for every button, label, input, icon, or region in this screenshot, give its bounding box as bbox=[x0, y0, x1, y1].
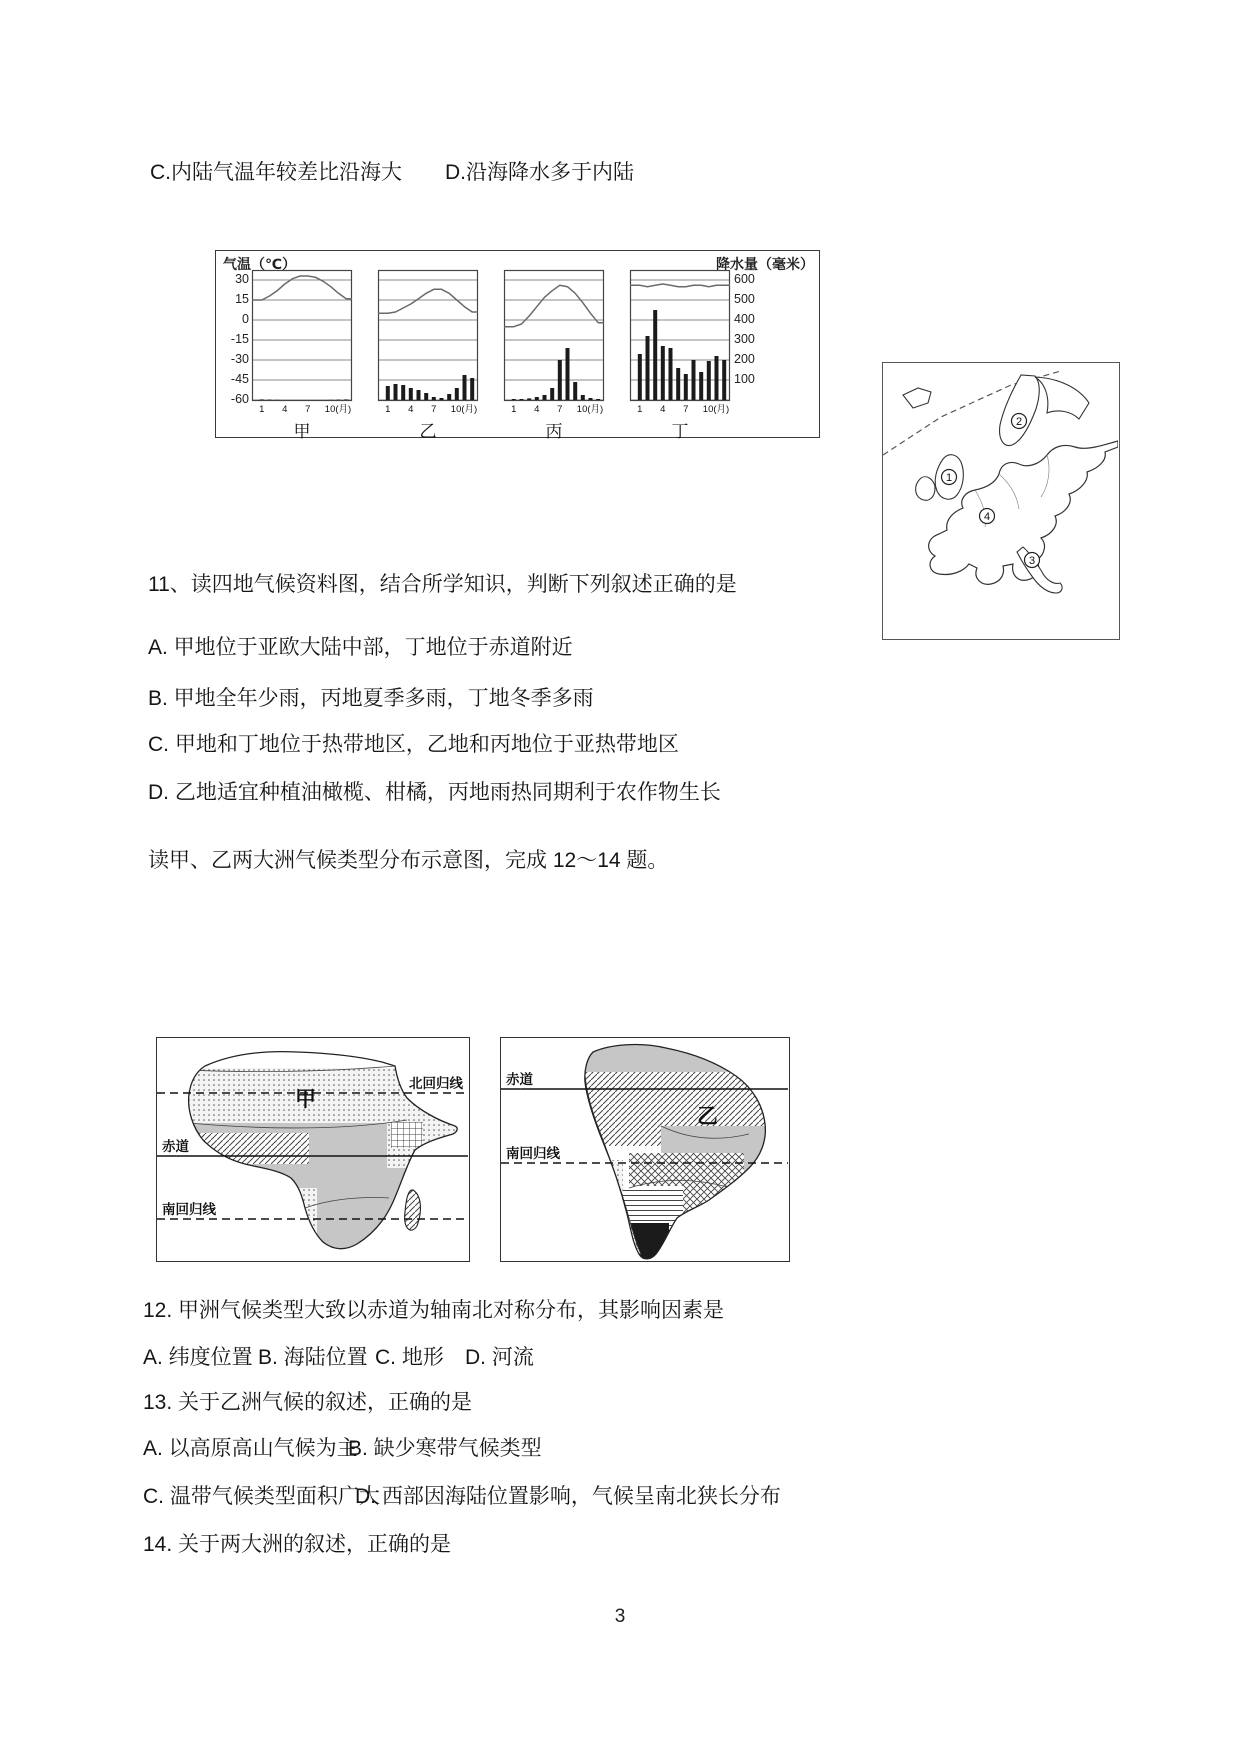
svg-text:4: 4 bbox=[983, 511, 991, 523]
svg-text:10(月): 10(月) bbox=[702, 404, 730, 415]
svg-text:7: 7 bbox=[683, 404, 689, 415]
q11-option-b: B. 甲地全年少雨，丙地夏季多雨，丁地冬季多雨 bbox=[148, 687, 594, 710]
south-america-climate-map bbox=[500, 1037, 790, 1262]
precip-tick: 300 bbox=[734, 332, 755, 346]
q13-option-b: B. 缺少寒带气候类型 bbox=[348, 1437, 542, 1460]
svg-text:7: 7 bbox=[305, 404, 311, 415]
precip-tick: 100 bbox=[734, 372, 755, 386]
climate-panel-svg bbox=[378, 265, 478, 415]
temp-tick: 30 bbox=[235, 272, 249, 286]
precip-tick: 600 bbox=[734, 272, 755, 286]
climate-panel-yi bbox=[378, 265, 478, 442]
scandinavia-outline bbox=[1000, 375, 1040, 446]
q10-option-d: D.沿海降水多于内陆 bbox=[445, 161, 634, 184]
samerica-equator-label: 赤道 bbox=[506, 1072, 533, 1087]
temp-tick: -30 bbox=[230, 352, 249, 366]
svg-text:10(月): 10(月) bbox=[324, 404, 352, 415]
svg-text:4: 4 bbox=[534, 404, 540, 415]
site-marker-1 bbox=[942, 470, 957, 485]
africa-tropic-capricorn-label: 南回归线 bbox=[162, 1202, 216, 1217]
iceland-outline bbox=[903, 388, 931, 408]
madagascar-outline bbox=[405, 1190, 421, 1230]
q11-option-c: C. 甲地和丁地位于热带地区，乙地和丙地位于亚热带地区 bbox=[148, 733, 679, 756]
samerica-tropic-capricorn-label: 南回归线 bbox=[506, 1146, 560, 1161]
q13-option-c: C. 温带气候类型面积广大 bbox=[143, 1485, 380, 1508]
temp-tick: -60 bbox=[230, 392, 249, 406]
climate-figure bbox=[215, 250, 820, 441]
precip-axis-label: 降水量（毫米） bbox=[716, 256, 814, 272]
site-marker-4 bbox=[980, 509, 995, 524]
site-marker-3 bbox=[1025, 553, 1040, 568]
climate-panel-svg bbox=[504, 265, 604, 415]
africa-tropic-cancer-label: 北回归线 bbox=[409, 1076, 463, 1091]
climate-panel-jia bbox=[252, 265, 352, 442]
svg-text:10(月): 10(月) bbox=[576, 404, 604, 415]
samerica-label-yi: 乙 bbox=[697, 1105, 718, 1128]
precip-axis-ticks bbox=[734, 251, 776, 439]
climate-panel-chart-ding bbox=[630, 265, 730, 415]
svg-text:2: 2 bbox=[1015, 416, 1023, 428]
svg-text:3: 3 bbox=[1028, 555, 1036, 567]
panel-name-bing: 丙 bbox=[545, 422, 563, 441]
svg-text:1: 1 bbox=[637, 404, 643, 415]
temp-tick: -15 bbox=[230, 332, 249, 346]
temp-tick: 15 bbox=[235, 292, 249, 306]
svg-text:1: 1 bbox=[945, 472, 953, 484]
q13-title: 13. 关于乙洲气候的叙述，正确的是 bbox=[143, 1391, 473, 1414]
climate-panel-ding bbox=[630, 265, 730, 442]
europe-map bbox=[882, 362, 1120, 640]
panel-name-ding: 丁 bbox=[671, 422, 689, 441]
temp-tick: 0 bbox=[242, 312, 249, 326]
q12-option-d: D. 河流 bbox=[465, 1346, 534, 1369]
climate-panel-svg bbox=[252, 265, 352, 415]
svg-text:4: 4 bbox=[660, 404, 666, 415]
climate-panel-chart-bing bbox=[504, 265, 604, 415]
africa-climate-map bbox=[156, 1037, 470, 1262]
svg-text:7: 7 bbox=[557, 404, 563, 415]
precip-tick: 200 bbox=[734, 352, 755, 366]
climate-panel-chart-yi bbox=[378, 265, 478, 415]
svg-text:1: 1 bbox=[259, 404, 265, 415]
africa-label-jia: 甲 bbox=[295, 1088, 316, 1111]
africa-equator-label: 赤道 bbox=[162, 1139, 189, 1154]
q11-option-d: D. 乙地适宜种植油橄榄、柑橘，丙地雨热同期利于农作物生长 bbox=[148, 781, 721, 804]
climate-panel-chart-jia bbox=[252, 265, 352, 415]
svg-text:7: 7 bbox=[431, 404, 437, 415]
panel-name-jia: 甲 bbox=[293, 422, 311, 441]
ireland-outline bbox=[916, 477, 935, 501]
precip-tick: 400 bbox=[734, 312, 755, 326]
svg-text:4: 4 bbox=[408, 404, 414, 415]
climate-panel-bing bbox=[504, 265, 604, 442]
q13-option-d: D. 西部因海陆位置影响，气候呈南北狭长分布 bbox=[355, 1485, 781, 1508]
page-number: 3 bbox=[614, 1606, 626, 1627]
site-marker-2 bbox=[1012, 414, 1027, 429]
q12-option-a: A. 纬度位置 bbox=[143, 1346, 253, 1369]
svg-text:1: 1 bbox=[385, 404, 391, 415]
instruction-12-14: 读甲、乙两大洲气候类型分布示意图，完成 12～14 题。 bbox=[148, 849, 669, 872]
panel-name-yi: 乙 bbox=[419, 422, 437, 441]
svg-text:1: 1 bbox=[511, 404, 517, 415]
q11-title: 11、读四地气候资料图，结合所学知识，判断下列叙述正确的是 bbox=[148, 573, 737, 596]
precip-tick: 500 bbox=[734, 292, 755, 306]
q14-title: 14. 关于两大洲的叙述，正确的是 bbox=[143, 1533, 452, 1556]
climate-panel-svg bbox=[630, 265, 730, 415]
q12-option-c: C. 地形 bbox=[375, 1346, 444, 1369]
europe-map-drawing bbox=[883, 363, 1118, 638]
south-america-map-drawing bbox=[501, 1038, 788, 1260]
q10-option-c: C.内陆气温年较差比沿海大 bbox=[150, 161, 402, 184]
q12-title: 12. 甲洲气候类型大致以赤道为轴南北对称分布，其影响因素是 bbox=[143, 1299, 725, 1322]
temp-tick: -45 bbox=[230, 372, 249, 386]
svg-text:4: 4 bbox=[282, 404, 288, 415]
temp-axis-label: 气温（℃） bbox=[223, 256, 296, 272]
q13-option-a: A. 以高原高山气候为主 bbox=[143, 1437, 358, 1460]
africa-map-drawing bbox=[157, 1038, 468, 1260]
q12-option-b: B. 海陆位置 bbox=[258, 1346, 368, 1369]
svg-text:10(月): 10(月) bbox=[450, 404, 478, 415]
q11-option-a: A. 甲地位于亚欧大陆中部，丁地位于赤道附近 bbox=[148, 636, 573, 659]
temp-axis-ticks bbox=[218, 251, 249, 439]
finland-outline bbox=[1035, 377, 1089, 419]
